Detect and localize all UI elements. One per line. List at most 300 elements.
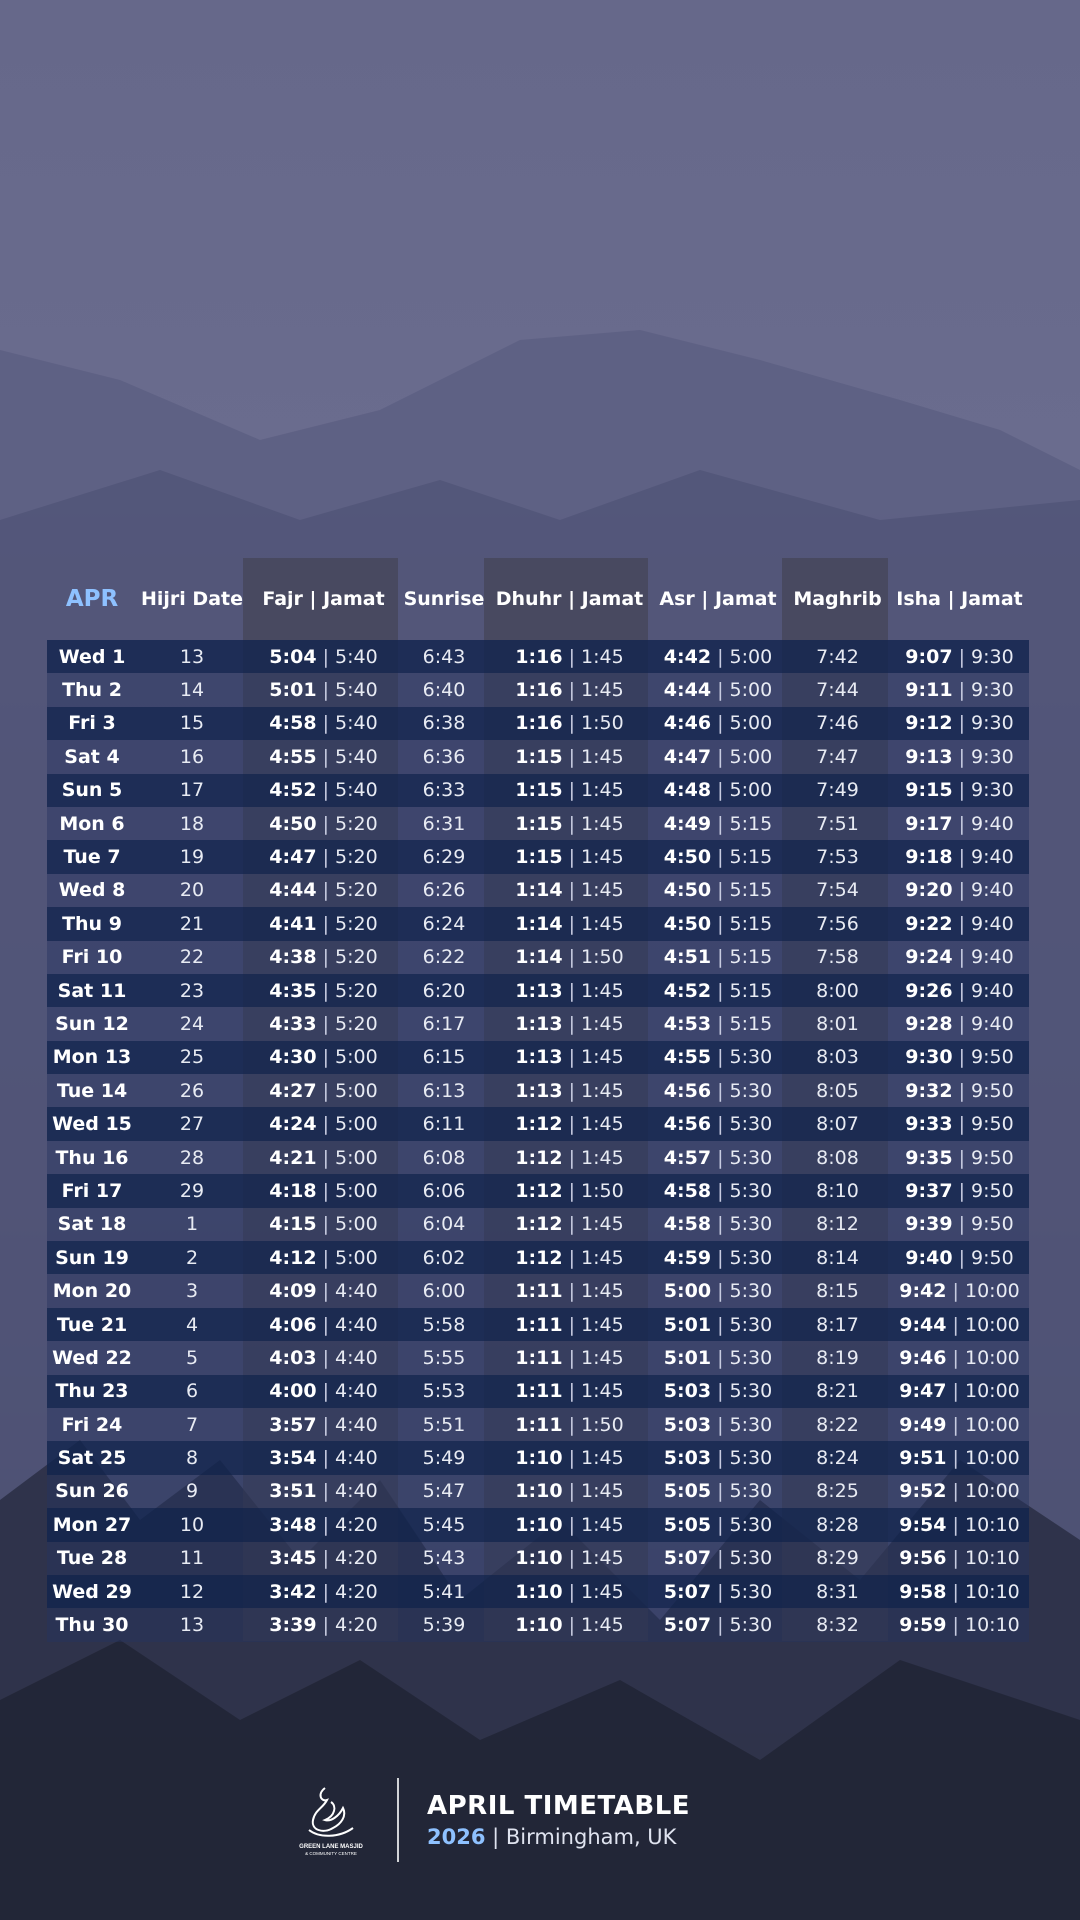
separator: | (952, 1213, 972, 1236)
dhuhr-time-start: 1:15 (515, 745, 563, 768)
day-label: Mon 6 (59, 812, 125, 835)
isha-time (890, 1247, 1029, 1269)
asr-time-start: 5:05 (663, 1513, 712, 1536)
day-label: Thu 16 (55, 1146, 129, 1169)
separator: | (711, 1246, 730, 1269)
fajr-time-jamat: 5:20 (335, 1012, 378, 1035)
table-row (47, 1241, 1029, 1274)
fajr-time (247, 1280, 400, 1302)
maghrib-time: 7:53 (816, 846, 859, 869)
sunrise-time: 5:41 (422, 1580, 466, 1603)
separator: | (711, 1346, 730, 1369)
day-label: Wed 1 (58, 645, 126, 668)
fajr-time-start: 4:35 (269, 979, 317, 1002)
separator: | (562, 1614, 582, 1637)
separator: | (952, 1113, 972, 1136)
fajr-time-jamat: 5:00 (335, 1079, 378, 1102)
day-label: Thu 2 (62, 679, 122, 702)
isha-time-jamat: 9:40 (971, 879, 1014, 902)
asr-time-jamat: 5:15 (729, 946, 773, 969)
asr-time-jamat: 5:00 (729, 779, 773, 802)
separator: | (711, 779, 730, 802)
separator: | (316, 679, 336, 702)
separator: | (562, 912, 582, 935)
fajr-time (247, 846, 400, 868)
asr-time-jamat: 5:30 (729, 1380, 773, 1403)
separator: | (562, 946, 582, 969)
dhuhr-time-start: 1:10 (515, 1480, 563, 1503)
fajr-time-jamat: 5:00 (335, 1046, 378, 1069)
separator: | (711, 1079, 730, 1102)
sunrise-time: 6:08 (422, 1146, 466, 1169)
dhuhr-time-jamat: 1:45 (581, 1346, 624, 1369)
sunrise-time: 6:06 (422, 1179, 466, 1202)
maghrib-time: 8:25 (816, 1480, 859, 1503)
isha-time-jamat: 9:40 (971, 946, 1014, 969)
day-label: Mon 13 (52, 1046, 132, 1069)
sunrise-time: 5:39 (422, 1614, 466, 1637)
asr-time-jamat: 5:30 (729, 1079, 773, 1102)
fajr-time-jamat: 5:20 (335, 912, 378, 935)
dhuhr-time (488, 1247, 651, 1269)
calligraphy-logo-icon (295, 1780, 367, 1860)
isha-time (890, 1113, 1029, 1135)
sunrise-time: 6:15 (422, 1046, 466, 1069)
dhuhr-time-jamat: 1:50 (581, 946, 624, 969)
asr-time-jamat: 5:30 (729, 1547, 773, 1570)
maghrib-time: 7:46 (816, 712, 859, 735)
sunrise-time: 6:13 (422, 1079, 466, 1102)
asr-time-jamat: 5:30 (729, 1614, 773, 1637)
asr-time-start: 4:44 (663, 679, 712, 702)
separator: | (316, 1447, 336, 1470)
fajr-time (247, 1247, 400, 1269)
asr-time-start: 4:50 (663, 879, 712, 902)
separator: | (711, 912, 730, 935)
maghrib-time: 8:08 (816, 1146, 859, 1169)
separator: | (711, 1380, 730, 1403)
separator: | (711, 1113, 730, 1136)
table-row (47, 1041, 1029, 1074)
fajr-time-jamat: 5:00 (335, 1246, 378, 1269)
dhuhr-time-start: 1:16 (515, 645, 563, 668)
fajr-time-start: 3:48 (269, 1513, 317, 1536)
separator: | (946, 1280, 965, 1303)
separator: | (952, 1012, 972, 1035)
year: 2026 (427, 1825, 486, 1849)
separator: | (562, 1580, 582, 1603)
hijri-date: 11 (179, 1547, 205, 1570)
dhuhr-time-jamat: 1:45 (581, 745, 624, 768)
maghrib-time: 7:58 (816, 946, 859, 969)
table-row (47, 840, 1029, 873)
fajr-time-start: 4:41 (269, 912, 317, 935)
dhuhr-time (488, 980, 651, 1002)
isha-time (890, 913, 1029, 935)
isha-time-start: 9:40 (905, 1246, 953, 1269)
maghrib-time: 8:21 (816, 1380, 859, 1403)
separator: | (711, 812, 730, 835)
timetable-subtitle (427, 1825, 690, 1849)
separator: | (316, 912, 336, 935)
separator: | (316, 1346, 336, 1369)
dhuhr-time (488, 1447, 651, 1469)
asr-time-start: 4:53 (663, 1012, 712, 1035)
isha-time (890, 1347, 1029, 1369)
fajr-time-start: 3:42 (269, 1580, 317, 1603)
isha-time-jamat: 10:00 (964, 1447, 1020, 1470)
separator: | (316, 1046, 336, 1069)
table-row (47, 740, 1029, 773)
separator: | (562, 645, 582, 668)
maghrib-time: 8:15 (816, 1280, 859, 1303)
separator: | (316, 1280, 336, 1303)
isha-time (890, 679, 1029, 701)
separator: | (952, 912, 972, 935)
isha-time (890, 879, 1029, 901)
separator: | (562, 1346, 582, 1369)
isha-time-start: 9:44 (899, 1313, 947, 1336)
day-label: Wed 15 (52, 1113, 132, 1136)
separator: | (952, 879, 972, 902)
hijri-date: 24 (179, 1012, 205, 1035)
dhuhr-time-jamat: 1:45 (581, 846, 624, 869)
isha-time-start: 9:20 (905, 879, 953, 902)
hijri-date: 23 (179, 979, 205, 1002)
table-row (47, 707, 1029, 740)
isha-time (890, 946, 1029, 968)
separator: | (952, 679, 972, 702)
sunrise-time: 5:58 (422, 1313, 466, 1336)
asr-time-start: 4:52 (663, 979, 712, 1002)
fajr-time-start: 4:55 (269, 745, 317, 768)
isha-time-jamat: 9:50 (971, 1046, 1014, 1069)
separator: | (946, 1513, 965, 1536)
fajr-time-start: 4:21 (269, 1146, 317, 1169)
isha-time (890, 779, 1029, 801)
sunrise-time: 6:26 (422, 879, 466, 902)
separator: | (562, 979, 582, 1002)
maghrib-time: 7:56 (816, 912, 859, 935)
isha-time (890, 1080, 1029, 1102)
isha-time (890, 1280, 1029, 1302)
isha-time-start: 9:13 (905, 745, 953, 768)
separator: | (562, 1146, 582, 1169)
fajr-time-start: 4:24 (269, 1113, 317, 1136)
separator: | (316, 712, 336, 735)
hijri-date: 14 (179, 679, 205, 702)
fajr-time (247, 1180, 400, 1202)
table-row (47, 1475, 1029, 1508)
separator: | (562, 712, 582, 735)
separator: | (562, 1113, 582, 1136)
table-header (47, 558, 1029, 640)
separator: | (711, 712, 730, 735)
isha-time-start: 9:52 (899, 1480, 947, 1503)
separator: | (316, 779, 336, 802)
isha-time-start: 9:26 (905, 979, 953, 1002)
separator: | (711, 1046, 730, 1069)
month-heading: APR (65, 586, 119, 612)
sunrise-time: 5:45 (422, 1513, 466, 1536)
fajr-time-start: 3:45 (269, 1547, 317, 1570)
dhuhr-time-jamat: 1:45 (581, 645, 624, 668)
table-row (47, 1375, 1029, 1408)
hijri-date: 20 (179, 879, 205, 902)
asr-time-jamat: 5:00 (729, 712, 773, 735)
separator: | (562, 1046, 582, 1069)
dhuhr-time (488, 1314, 651, 1336)
table-row (47, 907, 1029, 940)
dhuhr-time (488, 1180, 651, 1202)
dhuhr-time (488, 1614, 651, 1636)
fajr-time-jamat: 5:00 (335, 1213, 378, 1236)
separator: | (711, 1547, 730, 1570)
fajr-time-start: 4:52 (269, 779, 317, 802)
asr-time (651, 1614, 785, 1636)
fajr-time-start: 4:33 (269, 1012, 317, 1035)
table-row (47, 1208, 1029, 1241)
separator: | (316, 745, 336, 768)
asr-time-start: 5:07 (663, 1580, 712, 1603)
isha-heading: Isha | Jamat (896, 588, 1023, 610)
isha-time-start: 9:32 (905, 1079, 953, 1102)
asr-time (651, 679, 785, 701)
hijri-date: 26 (179, 1079, 205, 1102)
day-label: Thu 9 (62, 912, 122, 935)
separator: | (316, 879, 336, 902)
fajr-time-jamat: 4:40 (335, 1480, 378, 1503)
day-label: Fri 17 (61, 1179, 123, 1202)
dhuhr-time-start: 1:14 (515, 879, 563, 902)
hijri-date: 16 (179, 745, 205, 768)
day-label: Thu 30 (55, 1614, 129, 1637)
fajr-time (247, 1046, 400, 1068)
asr-time (651, 1180, 785, 1202)
dhuhr-time-jamat: 1:45 (581, 1480, 624, 1503)
table-row (47, 1074, 1029, 1107)
asr-time-jamat: 5:30 (729, 1313, 773, 1336)
asr-time-jamat: 5:00 (729, 645, 773, 668)
asr-time (651, 1247, 785, 1269)
asr-time-jamat: 5:30 (729, 1480, 773, 1503)
fajr-time-start: 4:27 (269, 1079, 317, 1102)
fajr-time-start: 3:57 (269, 1413, 317, 1436)
sunrise-time: 6:29 (422, 846, 466, 869)
isha-time (890, 1380, 1029, 1402)
isha-time-start: 9:17 (905, 812, 953, 835)
day-label: Mon 27 (52, 1513, 132, 1536)
isha-time (890, 1581, 1029, 1603)
fajr-time (247, 813, 400, 835)
dhuhr-time (488, 1280, 651, 1302)
dhuhr-time-start: 1:16 (515, 712, 563, 735)
fajr-time (247, 1380, 400, 1402)
asr-time-jamat: 5:15 (729, 979, 773, 1002)
fajr-time-jamat: 5:40 (335, 779, 378, 802)
table-row (47, 1107, 1029, 1140)
separator: | (946, 1480, 965, 1503)
table-row (47, 1408, 1029, 1441)
hijri-date: 25 (179, 1046, 205, 1069)
dhuhr-time (488, 746, 651, 768)
fajr-time (247, 1547, 400, 1569)
asr-time (651, 913, 785, 935)
isha-time-start: 9:58 (899, 1580, 947, 1603)
isha-time-jamat: 9:50 (971, 1146, 1014, 1169)
fajr-time-start: 4:18 (269, 1179, 317, 1202)
fajr-time (247, 980, 400, 1002)
dhuhr-time-jamat: 1:45 (581, 1280, 624, 1303)
asr-time-jamat: 5:30 (729, 1280, 773, 1303)
hijri-date: 21 (179, 912, 205, 935)
sunrise-time: 6:31 (422, 812, 466, 835)
dhuhr-time (488, 879, 651, 901)
asr-time (651, 1280, 785, 1302)
separator: | (316, 1480, 336, 1503)
isha-time-start: 9:24 (905, 946, 953, 969)
fajr-time-start: 4:15 (269, 1213, 317, 1236)
separator: | (946, 1580, 965, 1603)
dhuhr-time-jamat: 1:45 (581, 679, 624, 702)
sunrise-time: 6:33 (422, 779, 466, 802)
isha-time-jamat: 10:00 (964, 1413, 1020, 1436)
asr-time-jamat: 5:15 (729, 912, 773, 935)
dhuhr-time-jamat: 1:45 (581, 779, 624, 802)
maghrib-time: 8:32 (816, 1614, 859, 1637)
dhuhr-time (488, 946, 651, 968)
separator: | (952, 712, 972, 735)
sunrise-heading: Sunrise (403, 588, 485, 610)
separator: | (711, 1012, 730, 1035)
asr-time-jamat: 5:30 (729, 1513, 773, 1536)
fajr-time-jamat: 5:40 (335, 745, 378, 768)
dhuhr-time-jamat: 1:45 (581, 1380, 624, 1403)
isha-time-jamat: 10:00 (964, 1313, 1020, 1336)
dhuhr-time-start: 1:13 (515, 979, 563, 1002)
separator: | (562, 745, 582, 768)
dhuhr-time (488, 913, 651, 935)
isha-time-jamat: 9:50 (971, 1246, 1014, 1269)
day-label: Sat 11 (57, 979, 127, 1002)
maghrib-time: 8:14 (816, 1246, 859, 1269)
isha-time-start: 9:56 (899, 1547, 947, 1570)
fajr-heading: Fajr | Jamat (262, 588, 385, 610)
dhuhr-time-start: 1:11 (515, 1380, 563, 1403)
dhuhr-time-jamat: 1:45 (581, 1046, 624, 1069)
dhuhr-time-jamat: 1:45 (581, 1113, 624, 1136)
isha-time (890, 712, 1029, 734)
isha-time-start: 9:59 (899, 1614, 947, 1637)
separator: | (562, 1079, 582, 1102)
asr-time-start: 5:01 (663, 1346, 712, 1369)
fajr-time (247, 913, 400, 935)
dhuhr-time-jamat: 1:45 (581, 1313, 624, 1336)
day-label: Tue 14 (56, 1079, 128, 1102)
fajr-time (247, 1447, 400, 1469)
sunrise-time: 5:47 (422, 1480, 466, 1503)
table-row (47, 974, 1029, 1007)
separator: | (316, 645, 336, 668)
isha-time (890, 1314, 1029, 1336)
day-label: Tue 21 (56, 1313, 128, 1336)
fajr-time (247, 1514, 400, 1536)
asr-time-jamat: 5:30 (729, 1447, 773, 1470)
isha-time (890, 1447, 1029, 1469)
separator: | (711, 846, 730, 869)
asr-time-start: 4:50 (663, 846, 712, 869)
fajr-time-jamat: 4:40 (335, 1380, 378, 1403)
dhuhr-time (488, 846, 651, 868)
sunrise-time: 5:43 (422, 1547, 466, 1570)
table-row (47, 807, 1029, 840)
hijri-date: 15 (179, 712, 205, 735)
maghrib-time: 8:22 (816, 1413, 859, 1436)
sunrise-time: 6:43 (422, 645, 466, 668)
separator: | (711, 1447, 730, 1470)
separator: | (946, 1447, 965, 1470)
fajr-time-start: 4:06 (269, 1313, 317, 1336)
sunrise-time: 6:24 (422, 912, 466, 935)
asr-time-start: 4:46 (663, 712, 712, 735)
asr-time-start: 4:59 (663, 1246, 712, 1269)
isha-time (890, 1614, 1029, 1636)
dhuhr-time-jamat: 1:45 (581, 1580, 624, 1603)
hijri-date: 3 (185, 1280, 199, 1303)
dhuhr-time (488, 679, 651, 701)
asr-time-jamat: 5:30 (729, 1179, 773, 1202)
maghrib-time: 7:51 (816, 812, 859, 835)
separator: | (562, 1280, 582, 1303)
day-label: Sat 25 (57, 1447, 127, 1470)
fajr-time-start: 4:09 (269, 1280, 317, 1303)
isha-time-start: 9:12 (905, 712, 953, 735)
dhuhr-time-jamat: 1:50 (581, 1179, 624, 1202)
fajr-time (247, 1080, 400, 1102)
separator: | (316, 846, 336, 869)
maghrib-time: 8:03 (816, 1046, 859, 1069)
day-label: Fri 10 (61, 946, 123, 969)
day-label: Wed 8 (58, 879, 126, 902)
fajr-time-jamat: 5:20 (335, 979, 378, 1002)
hijri-date: 17 (179, 779, 205, 802)
fajr-time (247, 779, 400, 801)
separator: | (562, 779, 582, 802)
separator: | (952, 1046, 972, 1069)
separator: | (316, 812, 336, 835)
separator: | (952, 979, 972, 1002)
separator: | (711, 1146, 730, 1169)
isha-time-start: 9:18 (905, 846, 953, 869)
dhuhr-time (488, 1380, 651, 1402)
sunrise-time: 6:20 (422, 979, 466, 1002)
separator: | (562, 1213, 582, 1236)
fajr-time-jamat: 4:20 (335, 1547, 378, 1570)
fajr-time-start: 4:50 (269, 812, 317, 835)
separator: | (562, 879, 582, 902)
hijri-date: 10 (179, 1513, 205, 1536)
maghrib-heading: Maghrib (793, 588, 882, 610)
fajr-time (247, 1113, 400, 1135)
day-label: Thu 23 (55, 1380, 129, 1403)
separator: | (562, 1447, 582, 1470)
sunrise-time: 6:02 (422, 1246, 466, 1269)
asr-time-start: 5:00 (663, 1280, 712, 1303)
separator: | (946, 1380, 965, 1403)
dhuhr-time-start: 1:15 (515, 812, 563, 835)
asr-time-jamat: 5:15 (729, 846, 773, 869)
isha-time-start: 9:30 (905, 1046, 953, 1069)
